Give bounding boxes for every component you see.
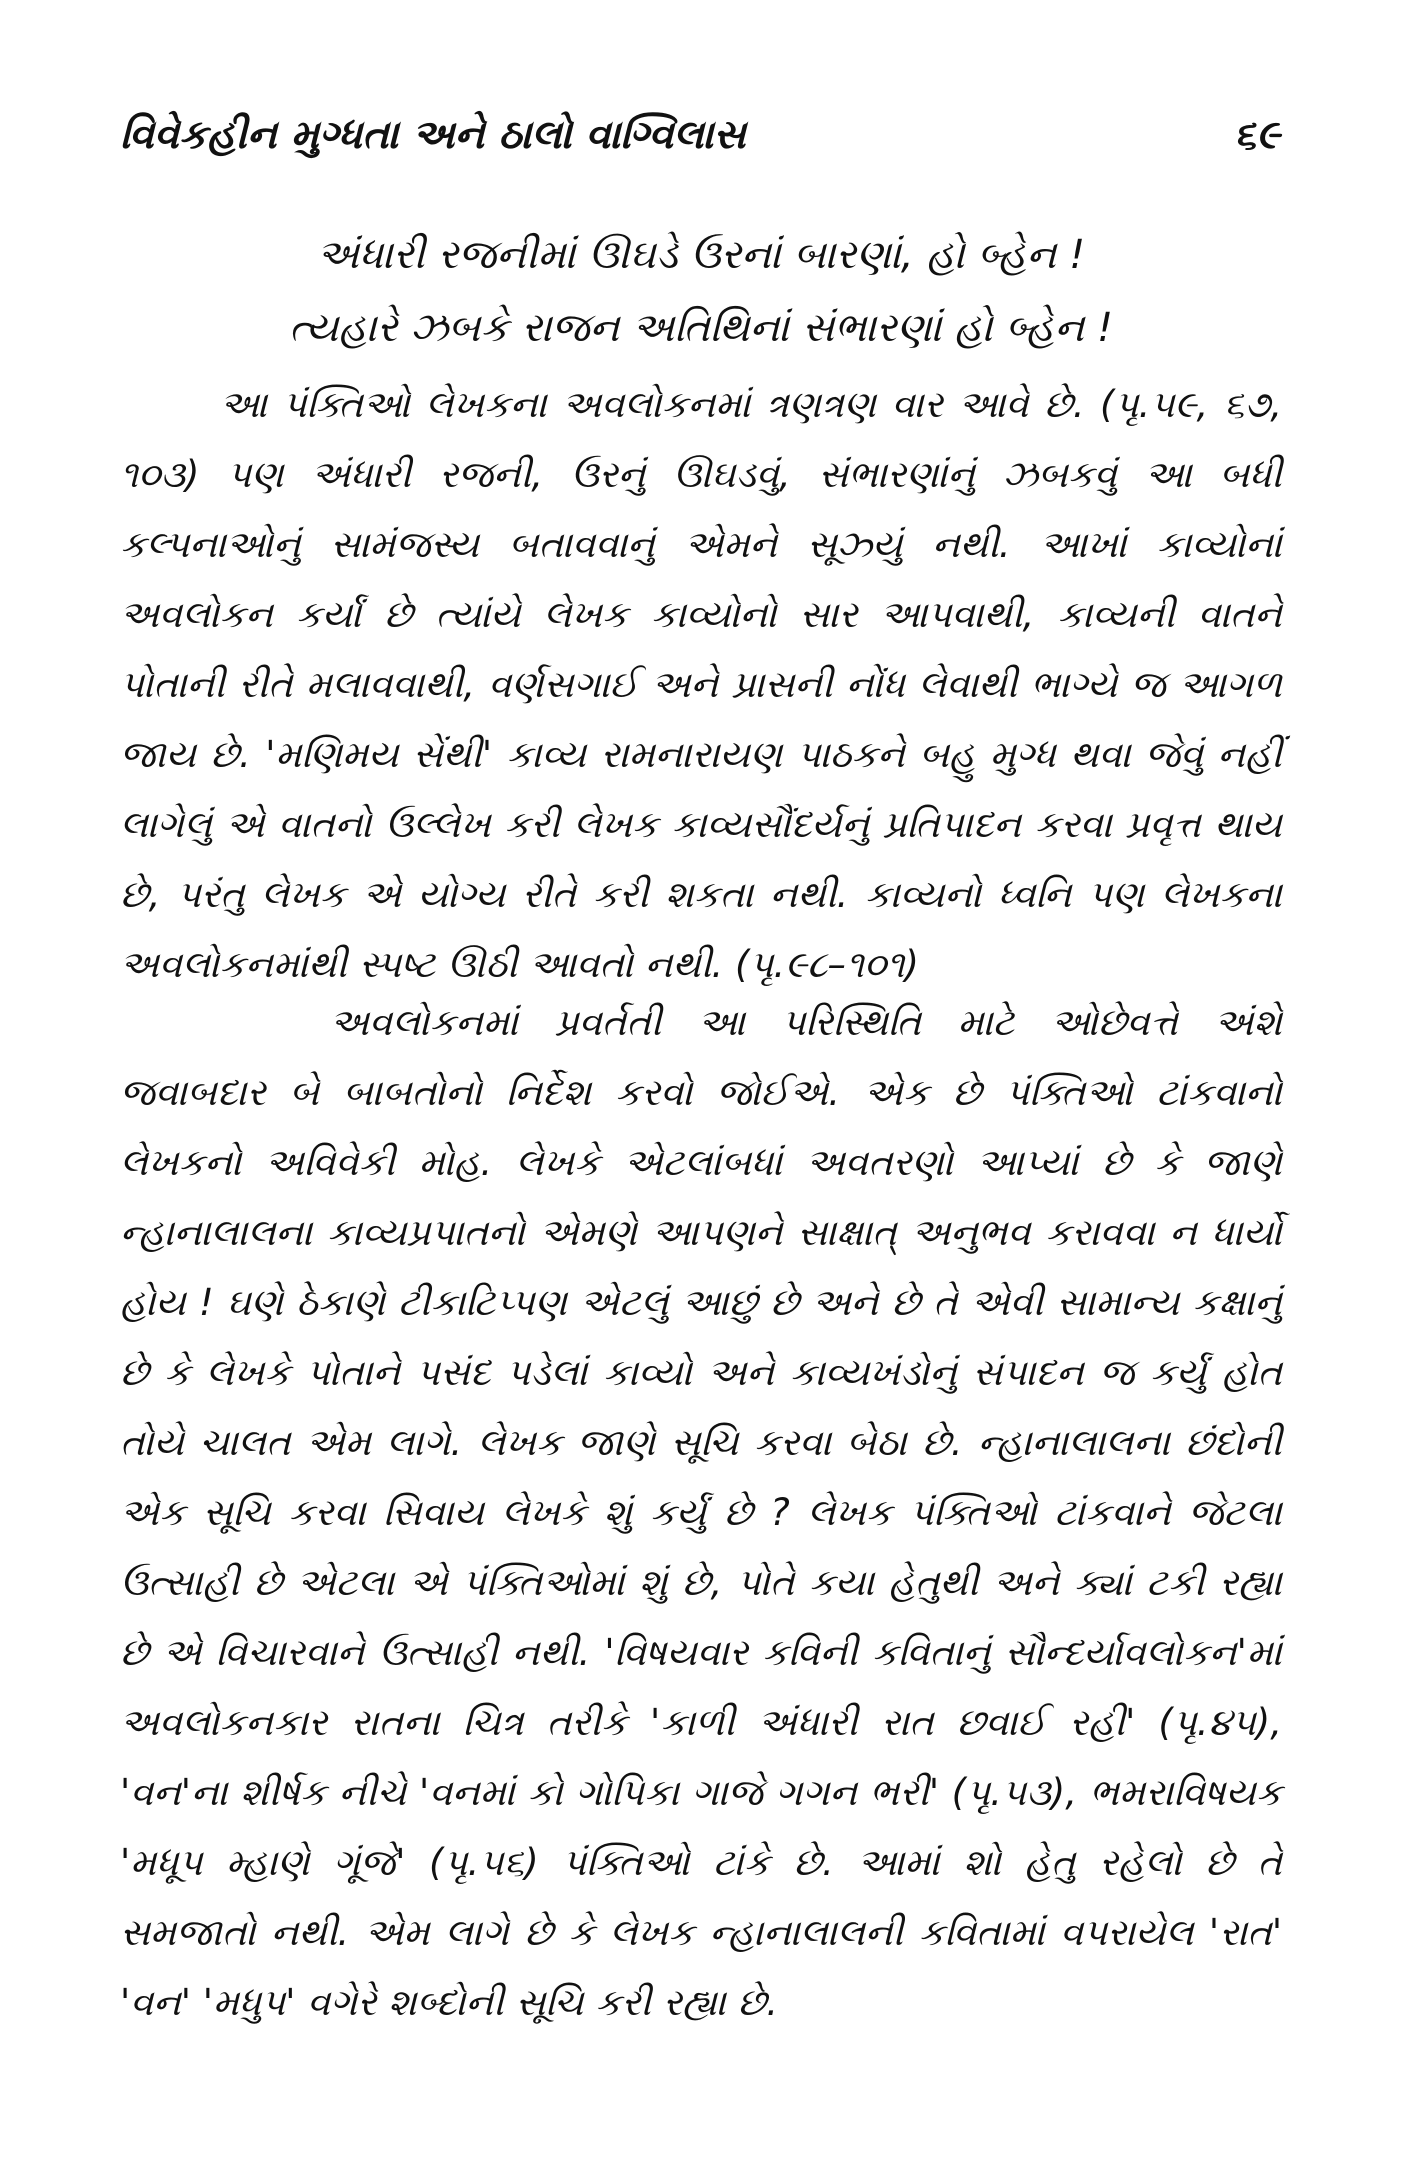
verse-line-1: અંધારી રજનીમાં ઊઘડે ઉરનાં બારણાં, હો બ્હેન ! [316,232,1086,278]
paragraph-1: આ પંક્તિઓ લેખકના અવલોકનમાં ત્રણત્રણ વાર આવે છે. (પૃ.૫૯, ૬૭, ૧૦૩) પણ અંધારી રજની, ઉરનું ઊઘડવું, સંભારણાંનું ઝબકવું આ બધી કલ્પનાઓનું સામંજસ્ય બતાવવાનું એમને સૂઝ્યું નથી. આખાં કાવ્યોનાં અવલોકન કર્યાં છે ત્યાંયે લેખક કાવ્યોનો સાર આપવાથી, કાવ્યની વાતને પોતાની રીતે મલાવવાથી, વર્ણસગાઈ અને પ્રાસની નોંધ લેવાથી ભાગ્યે જ આગળ જાય છે. 'મણિમય સેંથી' કાવ્ય રામનારાયણ પાઠકને બહુ મુગ્ધ થવા જેવું નહીં લાગેલું એ વાતનો ઉલ્લેખ કરી લેખક કાવ્યસૌંદર્યનું પ્રતિપાદન કરવા પ્રવૃત્ત થાય છે, પરંતુ લેખક એ યોગ્ય રીતે કરી શકતા નથી. કાવ્યનો ધ્વનિ પણ લેખકના અવલોકનમાંથી સ્પષ્ટ ઊઠી આવતો નથી. (પૃ.૯૮–૧૦૧) [120,383,1282,986]
page-number: ૬૯ [1233,112,1280,158]
running-head [120,112,1280,172]
paragraph-2: અવલોકનમાં પ્રવર્તતી આ પરિસ્થિતિ માટે ઓછેવત્તે અંશે જવાબદાર બે બાબતોનો નિર્દેશ કરવો જોઈએ. એક છે પંક્તિઓ ટાંકવાનો લેખકનો અવિવેકી મોહ. લેખકે એટલાંબધાં અવતરણો આપ્યાં છે કે જાણે ન્હાનાલાલના કાવ્યપ્રપાતનો એમણે આપણને સાક્ષાત્ અનુભવ કરાવવા ન ધાર્યો હોય ! ઘણે ઠેકાણે ટીકાટિપ્પણ એટલું આછું છે અને છે તે એવી સામાન્ય કક્ષાનું છે કે લેખકે પોતાને પસંદ પડેલાં કાવ્યો અને કાવ્યખંડોનું સંપાદન જ કર્યું હોત તોયે ચાલત એમ લાગે. લેખક જાણે સૂચિ કરવા બેઠા છે. ન્હાનાલાલના છંદોની એક સૂચિ કરવા સિવાય લેખકે શું કર્યું છે ? લેખક પંક્તિઓ ટાંકવાને જેટલા ઉત્સાહી છે એટલા એ પંક્તિઓમાં શું છે, પોતે કયા હેતુથી અને ક્યાં ટકી રહ્યા છે એ વિચારવાને ઉત્સાહી નથી. 'વિષયવાર કવિની કવિતાનું સૌન્દર્યાવલોકન'માં અવલોકનકાર રાતના ચિત્ર તરીકે 'કાળી અંધારી રાત છવાઈ રહી' (પૃ.૪૫), 'વન'ના શીર્ષક નીચે 'વનમાં કો ગોપિકા ગાજે ગગન ભરી' (પૃ.૫૩), ભમરાવિષયક 'મધૂપ મ્હાણે ગૂંજે' (પૃ.૫૬) પંક્તિઓ ટાંકે છે. આમાં શો હેતુ રહેલો છે તે સમજાતો નથી. એમ લાગે છે કે લેખક ન્હાનાલાલની કવિતામાં વપરાયેલ 'રાત' 'વન' 'મધુપ' વગેરે શબ્દોની સૂચિ કરી રહ્યા છે. [120,1001,1282,2024]
running-title: વિવેકહીન મુગ્ધતા અને ઠાલો વાગ્વિલાસ [120,112,746,158]
verse-line-2: ત્યહારે ઝબકે રાજન અતિથિનાં સંભારણાં હો બ્હેન ! [288,305,1114,351]
